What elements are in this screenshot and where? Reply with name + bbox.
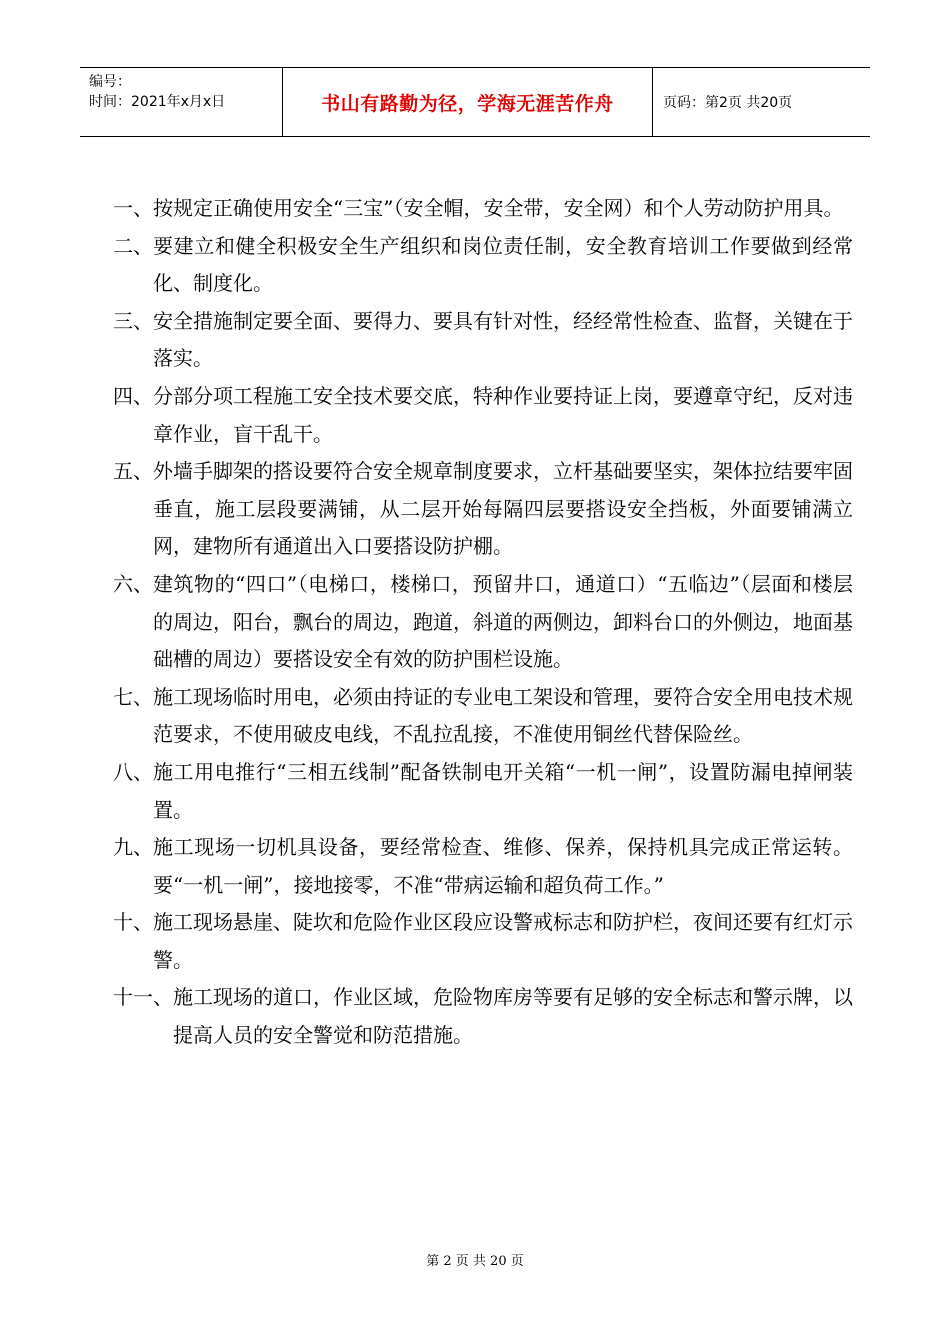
item-text: 施工现场的道口，作业区域，危险物库房等要有足够的安全标志和警示牌，以提高人员的安全警觉和防范措施。 [173,985,853,1048]
item-text: 施工现场临时用电，必须由持证的专业电工架设和管理，要符合安全用电技术规范要求，不使用破皮电线，不乱拉乱接，不准使用铜丝代替保险丝。 [153,684,853,747]
item-text: 建筑物的“四口”（电梯口，楼梯口，预留井口，通道口）“五临边”（层面和楼层的周边，阳台，飘台的周边，跑道，斜道的两侧边，卸料台口的外侧边，地面基础槽的周边）要搭设安全有效的防护围栏设施。 [153,571,853,672]
item-number: 二、 [113,233,153,258]
item-text: 要建立和健全积极安全生产组织和岗位责任制，安全教育培训工作要做到经常化、制度化。 [153,233,853,296]
item-text: 安全措施制定要全面、要得力、要具有针对性，经经常性检查、监督，关键在于落实。 [153,308,853,371]
list-item [113,303,853,378]
document-body [113,190,853,1055]
item-number: 五、 [113,459,153,484]
list-item [113,979,853,1054]
item-text: 施工现场一切机具设备，要经常检查、维修、保养，保持机具完成正常运转。要“一机一闸”，接地接零，不准“带病运输和超负荷工作。” [153,835,853,897]
item-number: 一、 [113,196,153,220]
page-footer: 第 2 页 共 20 页 [426,1254,524,1269]
document-time-label: 时间：2021年x月x日 [89,94,226,110]
document-code-label: 编号： [89,74,131,90]
item-text: 按规定正确使用安全“三宝”（安全帽，安全带，安全网）和个人劳动防护用具。 [153,196,844,220]
list-item [113,904,853,979]
item-text: 外墙手脚架的搭设要符合安全规章制度要求，立杆基础要坚实，架体拉结要牢固垂直，施工层段要满铺，从二层开始每隔四层要搭设安全挡板，外面要铺满立网，建物所有通道出入口要搭设防护棚。 [153,459,853,559]
item-text: 施工现场悬崖、陡坎和危险作业区段应设警戒标志和防护栏，夜间还要有红灯示警。 [153,910,853,972]
item-text: 分部分项工程施工安全技术要交底，特种作业要持证上岗，要遵章守纪，反对违章作业，盲干乱干。 [153,383,853,446]
item-number: 六、 [113,571,153,596]
item-number: 三、 [113,308,153,333]
item-number: 十一、 [113,985,173,1010]
header-page-info: 页码：第2页 共20页 [663,95,793,111]
list-item [113,754,853,829]
header-meta-cell [80,68,283,136]
list-item [113,829,853,904]
list-item [113,378,853,453]
page-header [80,67,870,137]
item-text: 施工用电推行“三相五线制”配备铁制电开关箱“一机一闸”，设置防漏电掉闸装置。 [153,759,853,822]
list-item [113,679,853,754]
item-number: 七、 [113,684,153,709]
list-item [113,566,853,679]
list-item [113,190,853,228]
list-item [113,453,853,566]
item-number: 八、 [113,759,153,784]
header-motto: 书山有路勤为径，学海无涯苦作舟 [283,68,653,136]
item-number: 十、 [113,910,153,935]
item-number: 四、 [113,383,153,408]
list-item [113,228,853,303]
item-number: 九、 [113,835,153,860]
